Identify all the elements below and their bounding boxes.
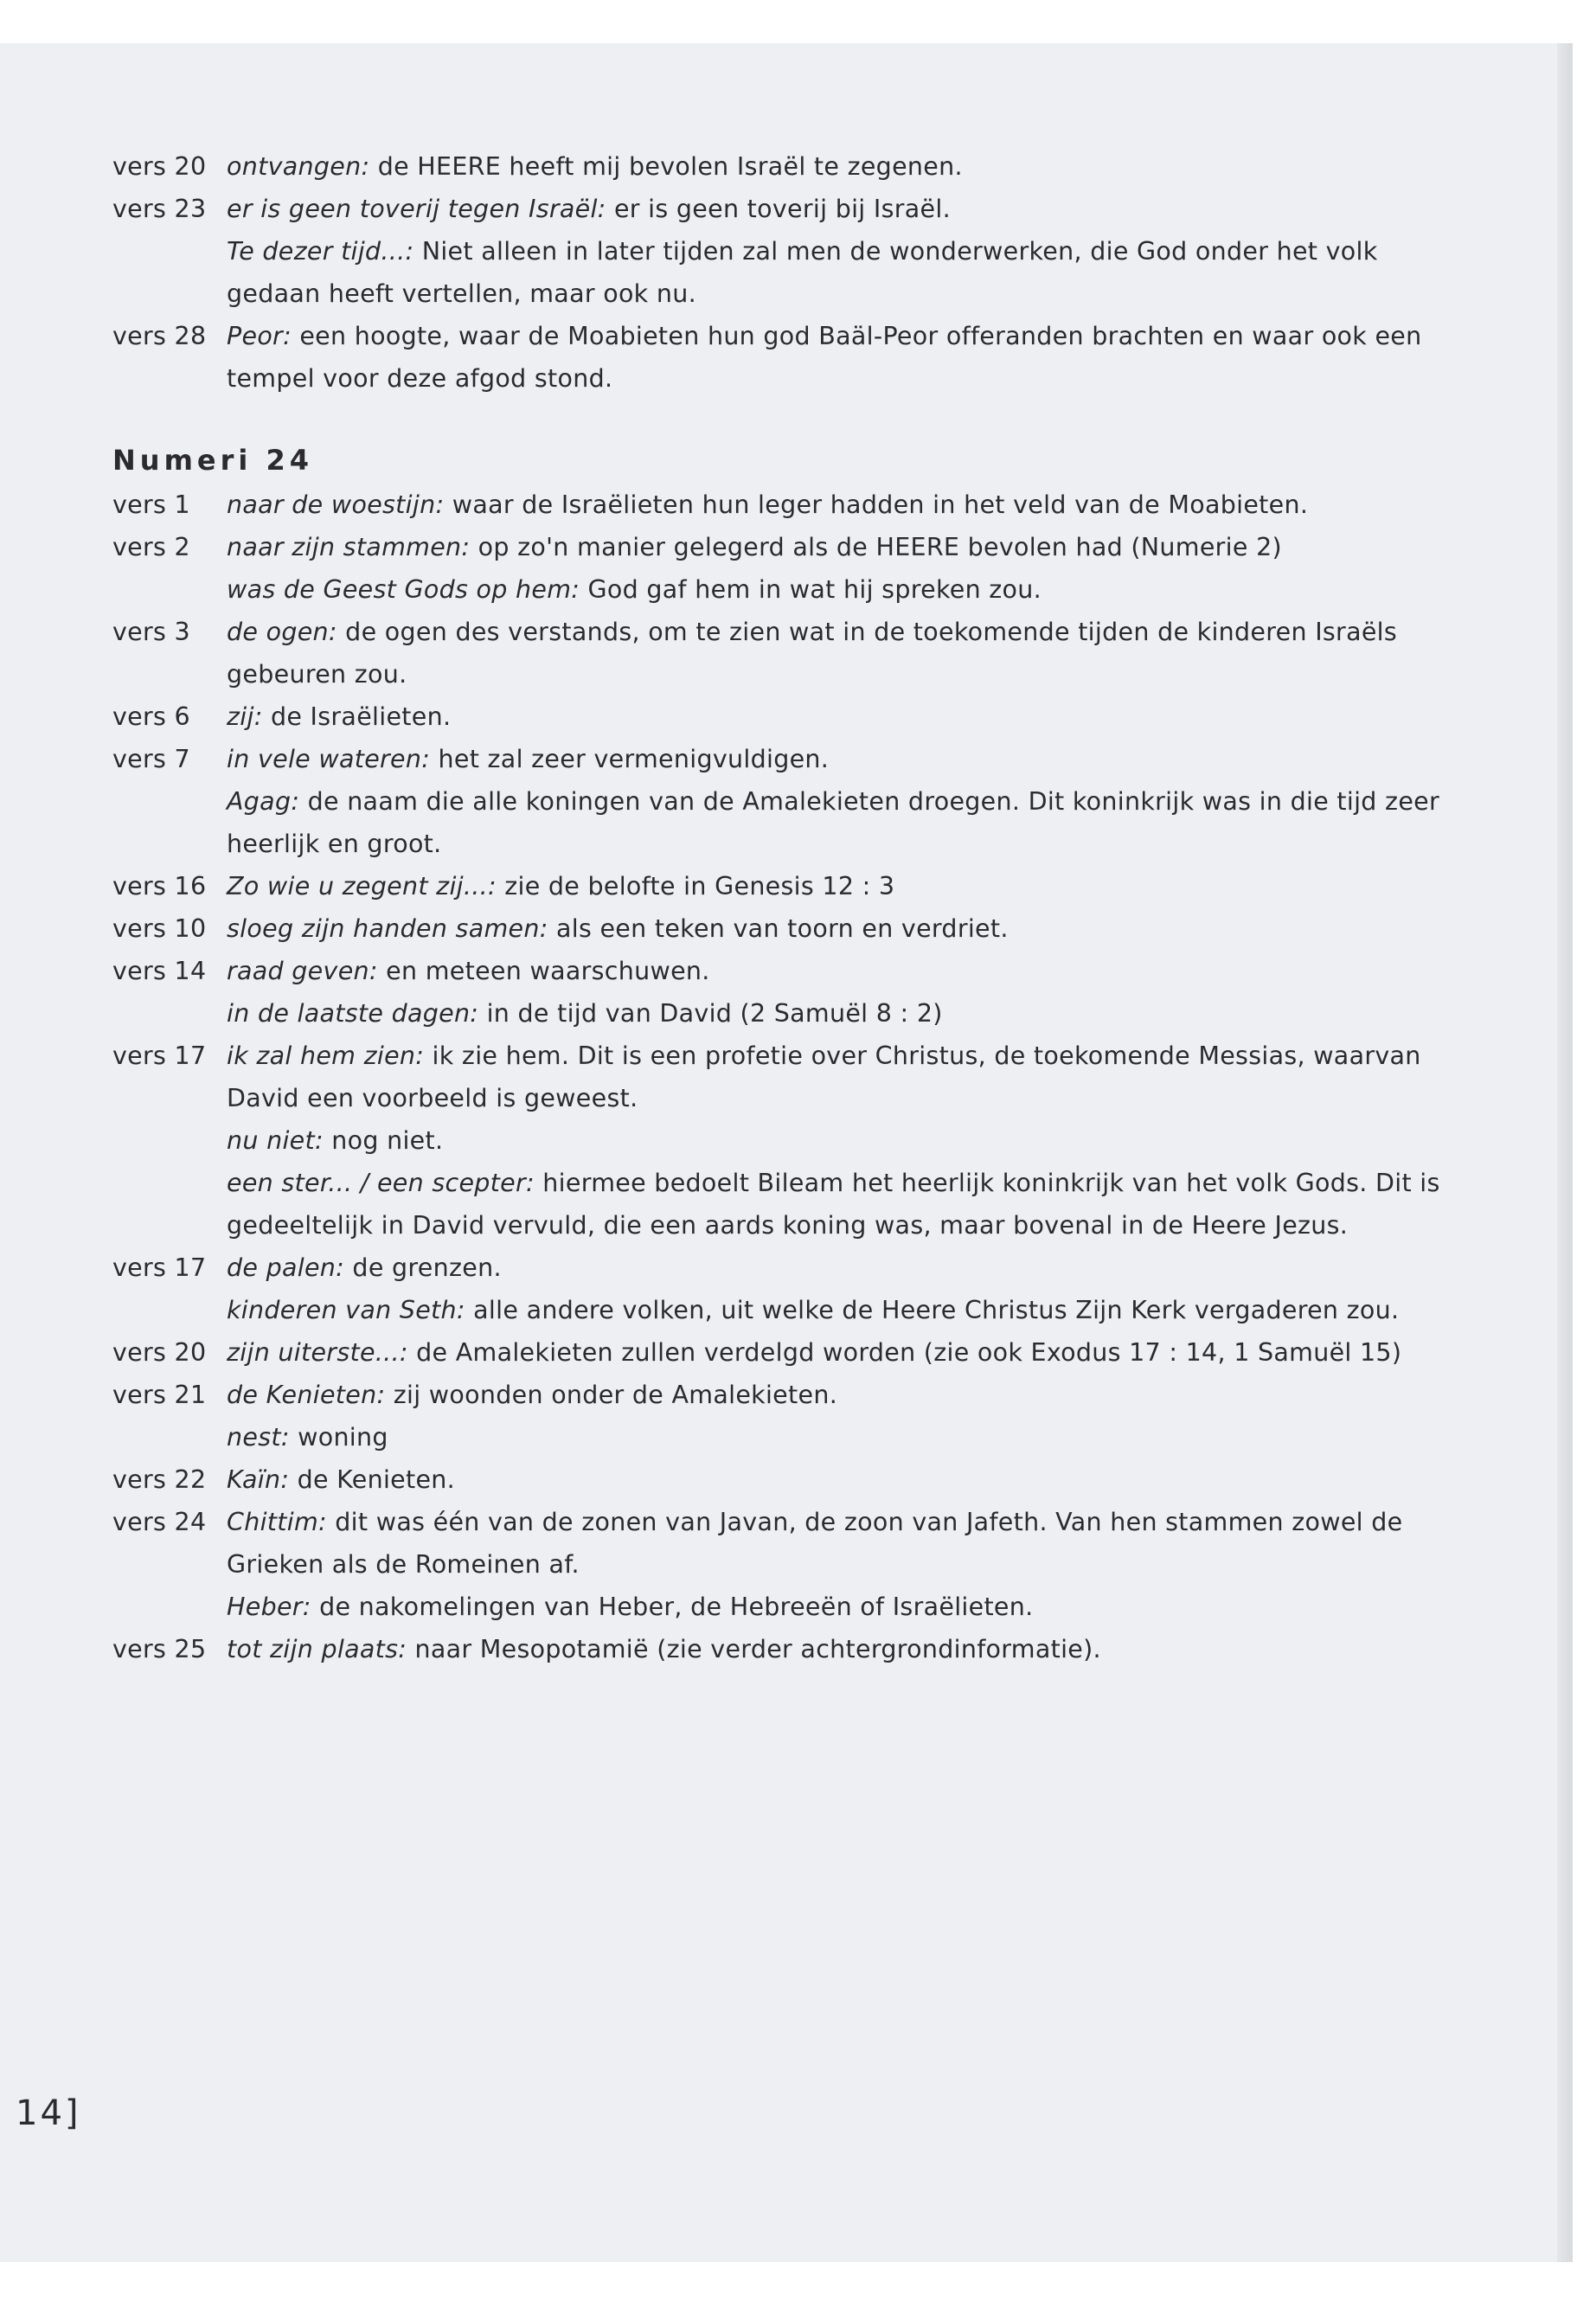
verse-label: vers 20 [112,1338,207,1367]
entry-explanation: dit was één van de zonen van Javan, de zoon van Jafeth. Van hen stammen zowel de Grieken als de Romeinen af. [227,1508,1403,1579]
verse-label: vers 25 [112,1635,207,1663]
entry [112,568,1445,611]
section-numeri-24 [112,439,1445,1670]
entry-term: was de Geest Gods op hem: [227,575,580,604]
entry [112,695,1445,738]
entry-text [227,1331,1445,1374]
entry-explanation: de Kenieten. [289,1465,456,1494]
entry [112,145,1445,188]
entry [112,907,1445,950]
entry-text [227,695,1445,738]
entry-text [227,950,1445,992]
entry-text [227,1289,1445,1331]
entry-term: Heber: [227,1593,311,1621]
entry-text [227,865,1445,907]
section-numeri-23 [112,145,1445,400]
entry [112,950,1445,992]
entry-text [227,145,1445,188]
entry-term: de ogen: [227,618,337,646]
entry-term: Chittim: [227,1508,327,1536]
entry-text [227,1628,1445,1670]
entry [112,1289,1445,1331]
entry-term: Agag: [227,787,300,816]
entry-explanation: de Amalekieten zullen verdelgd worden (zie ook Exodus 17 : 14, 1 Samuël 15) [407,1338,1402,1367]
entry-term: er is geen toverij tegen Israël: [227,195,606,223]
entry-term: ik zal hem zien: [227,1042,425,1070]
entry [112,1035,1445,1119]
entry-term: de palen: [227,1253,345,1282]
entry-text [227,907,1445,950]
entry-explanation: zij woonden onder de Amalekieten. [385,1381,838,1409]
entry-explanation: zie de belofte in Genesis 12 : 3 [496,872,895,901]
verse-label: vers 23 [112,195,207,223]
page-number: 14] [16,2093,81,2133]
entry [112,526,1445,568]
entry-explanation: het zal zeer vermenigvuldigen. [430,745,830,773]
entry [112,1586,1445,1628]
entry-text [227,780,1445,865]
entry-text [227,1247,1445,1289]
entry-text [227,188,1445,230]
entry [112,1247,1445,1289]
entry [112,865,1445,907]
entry-text [227,568,1445,611]
entry-explanation: hiermee bedoelt Bileam het heerlijk koninkrijk van het volk Gods. Dit is gedeeltelijk in David vervuld, die een aards koning was, maar bovenal in de Heere Jezus. [227,1169,1440,1240]
entry-text [227,230,1445,315]
entry-term: Kaïn: [227,1465,290,1494]
verse-label: vers 22 [112,1465,207,1494]
entry-text [227,1416,1445,1458]
entry-term: in vele wateren: [227,745,431,773]
entry-explanation: God gaf hem in wat hij spreken zou. [580,575,1042,604]
entry-text [227,992,1445,1035]
entry-term: nu niet: [227,1126,324,1155]
entry-explanation: naar Mesopotamië (zie verder achtergrondinformatie). [407,1635,1101,1663]
entry-text [227,315,1445,400]
entry-explanation: de ogen des verstands, om te zien wat in de toekomende tijden de kinderen Israëls gebeuren zou. [227,618,1398,689]
entry-explanation: waar de Israëlieten hun leger hadden in het veld van de Moabieten. [444,490,1309,519]
entry-explanation: woning [289,1423,388,1452]
entry [112,1331,1445,1374]
entry-term: zijn uiterste...: [227,1338,408,1367]
verse-label: vers 16 [112,872,207,901]
verse-label: vers 17 [112,1042,207,1070]
entry-explanation: alle andere volken, uit welke de Heere Christus Zijn Kerk vergaderen zou. [465,1296,1400,1324]
entry-text [227,1458,1445,1501]
entry-explanation: op zo'n manier gelegerd als de HEERE bevolen had (Numerie 2) [470,533,1282,561]
entry-term: ontvangen: [227,152,370,181]
entry [112,230,1445,315]
entry-term: Te dezer tijd...: [227,237,414,266]
entry [112,992,1445,1035]
page-edge [1557,43,1573,2262]
entry-explanation: de naam die alle koningen van de Amalekieten droegen. Dit koninkrijk was in die tijd zeer heerlijk en groot. [227,787,1440,858]
entry-term: tot zijn plaats: [227,1635,407,1663]
entry-text [227,526,1445,568]
entry-text [227,1119,1445,1162]
entry-text [227,611,1445,695]
verse-label: vers 17 [112,1253,207,1282]
entry-term: raad geven: [227,957,378,985]
entry-explanation: een hoogte, waar de Moabieten hun god Baäl-Peor offeranden brachten en waar ook een tempel voor deze afgod stond. [227,322,1422,393]
verse-label: vers 24 [112,1508,207,1536]
annotations-body [112,145,1445,1670]
verse-label: vers 20 [112,152,207,181]
entry-text [227,1586,1445,1628]
entry-term: nest: [227,1423,290,1452]
entry-explanation: de Israëlieten. [262,702,452,731]
entry-text [227,1162,1445,1247]
entry-explanation: in de tijd van David (2 Samuël 8 : 2) [478,999,943,1028]
entry-term: kinderen van Seth: [227,1296,465,1324]
entry-text [227,1035,1445,1119]
entry-term: de Kenieten: [227,1381,386,1409]
entry-explanation: er is geen toverij bij Israël. [606,195,951,223]
entry [112,1374,1445,1416]
verse-label: vers 28 [112,322,207,350]
verse-label: vers 6 [112,702,190,731]
entry-explanation: als een teken van toorn en verdriet. [548,914,1009,943]
entry-term: sloeg zijn handen samen: [227,914,548,943]
entry-explanation: de HEERE heeft mij bevolen Israël te zegenen. [369,152,963,181]
entry [112,1162,1445,1247]
entry-explanation: nog niet. [323,1126,444,1155]
entry [112,1501,1445,1586]
entry [112,611,1445,695]
entry [112,484,1445,526]
verse-label: vers 3 [112,618,190,646]
entry-term: een ster... / een scepter: [227,1169,535,1197]
entry-explanation: Niet alleen in later tijden zal men de wonderwerken, die God onder het volk gedaan heeft vertellen, maar ook nu. [227,237,1378,308]
entry [112,1416,1445,1458]
verse-label: vers 14 [112,957,207,985]
entry [112,1628,1445,1670]
entry [112,1119,1445,1162]
entry-term: naar zijn stammen: [227,533,471,561]
entry-explanation: en meteen waarschuwen. [377,957,710,985]
entry-term: in de laatste dagen: [227,999,479,1028]
entry [112,738,1445,780]
entry [112,188,1445,230]
entry [112,780,1445,865]
entry-text [227,1501,1445,1586]
entry-term: naar de woestijn: [227,490,445,519]
section-heading: Numeri 24 [112,444,314,477]
entry-text [227,484,1445,526]
entry-explanation: de nakomelingen van Heber, de Hebreeën of Israëlieten. [311,1593,1034,1621]
entry-explanation: de grenzen. [344,1253,502,1282]
entry-text [227,1374,1445,1416]
entry-text [227,738,1445,780]
verse-label: vers 21 [112,1381,207,1409]
entry-term: Peor: [227,322,292,350]
verse-label: vers 2 [112,533,190,561]
entry-explanation: ik zie hem. Dit is een profetie over Christus, de toekomende Messias, waarvan David een voorbeeld is geweest. [227,1042,1421,1112]
entry [112,315,1445,400]
entry-term: Zo wie u zegent zij...: [227,872,497,901]
entry-term: zij: [227,702,263,731]
verse-label: vers 7 [112,745,190,773]
verse-label: vers 1 [112,490,190,519]
entry [112,1458,1445,1501]
verse-label: vers 10 [112,914,207,943]
